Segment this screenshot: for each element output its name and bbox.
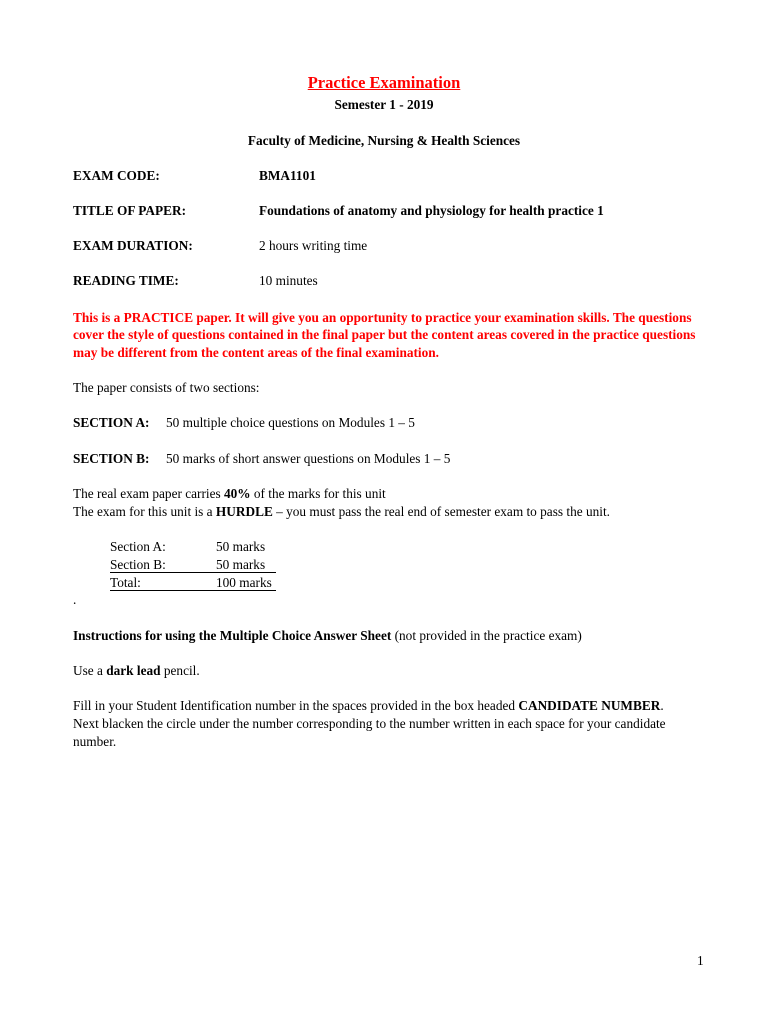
candidate-line-1 — [73, 697, 664, 715]
instructions-heading: Instructions for using the Multiple Choice Answer Sheet — [73, 628, 392, 643]
reading-time-label: READING TIME: — [73, 273, 179, 288]
section-a-text: 50 multiple choice questions on Modules 1 – 5 — [166, 415, 415, 430]
pencil-line — [73, 662, 200, 680]
reading-time-value: 10 minutes — [259, 273, 318, 288]
stray-mark: . — [73, 592, 77, 607]
weighting-pre: The real exam paper carries — [73, 486, 224, 501]
page-title: Practice Examination — [307, 73, 461, 92]
paper-title-value: Foundations of anatomy and physiology for health practice 1 — [259, 203, 604, 218]
sections-intro: The paper consists of two sections: — [73, 380, 260, 395]
section-b-text: 50 marks of short answer questions on Modules 1 – 5 — [166, 451, 451, 466]
paper-title-label: TITLE OF PAPER: — [73, 203, 187, 218]
semester-heading: Semester 1 - 2019 — [334, 97, 434, 112]
hurdle-word: HURDLE — [215, 504, 273, 519]
marks-table-value: 50 marks — [216, 557, 266, 572]
exam-code-value: BMA1101 — [259, 168, 316, 183]
weighting-line — [73, 485, 386, 503]
marks-table-rule — [110, 572, 276, 573]
marks-table-label: Section A: — [110, 539, 166, 554]
practice-notice-line-3: may be different from the content areas of the final examination. — [73, 345, 439, 360]
practice-notice-line-2: cover the style of questions contained in the final paper but the content areas covered in the practice questions — [73, 327, 696, 342]
marks-table-value: 100 marks — [216, 575, 272, 590]
candidate-line-2: Next blacken the circle under the number corresponding to the number written in each space for your candidate — [73, 716, 666, 731]
exam-duration-label: EXAM DURATION: — [73, 238, 193, 253]
weighting-percent: 40% — [223, 486, 251, 501]
marks-table-label: Total: — [110, 575, 141, 590]
hurdle-pre: The exam for this unit is a — [73, 504, 216, 519]
instructions-heading-line — [73, 627, 582, 645]
pencil-post: pencil. — [160, 663, 200, 678]
candidate-pre: Fill in your Student Identification number in the spaces provided in the box headed — [73, 698, 519, 713]
marks-table-value: 50 marks — [216, 539, 266, 554]
hurdle-line — [73, 503, 610, 521]
candidate-post: . — [660, 698, 664, 713]
pencil-bold: dark lead — [106, 663, 161, 678]
exam-duration-value: 2 hours writing time — [259, 238, 368, 253]
marks-table-label: Section B: — [110, 557, 166, 572]
exam-code-label: EXAM CODE: — [73, 168, 160, 183]
pencil-pre: Use a — [73, 663, 107, 678]
faculty-heading: Faculty of Medicine, Nursing & Health Sciences — [247, 133, 521, 148]
instructions-note: (not provided in the practice exam) — [391, 628, 582, 643]
candidate-number-term: CANDIDATE NUMBER — [518, 698, 661, 713]
section-a-label: SECTION A: — [73, 415, 150, 430]
marks-table-rule — [110, 590, 276, 591]
candidate-line-3: number. — [73, 734, 117, 749]
hurdle-post: – you must pass the real end of semester exam to pass the unit. — [272, 504, 610, 519]
practice-notice-line-1: This is a PRACTICE paper. It will give you an opportunity to practice your examination skills. The questions — [73, 310, 692, 325]
section-b-label: SECTION B: — [73, 451, 150, 466]
page-number: 1 — [697, 953, 704, 968]
weighting-post: of the marks for this unit — [250, 486, 386, 501]
